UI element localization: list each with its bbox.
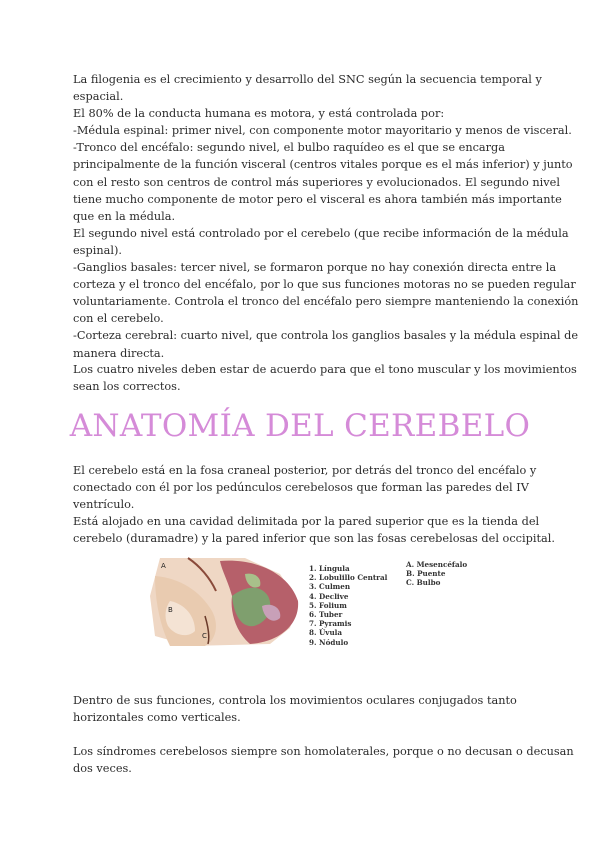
figure-label-a: A — [161, 562, 166, 570]
text-line: -Tronco del encéfalo: segundo nivel, el bulbo raquídeo es el que se encarga — [73, 141, 506, 155]
figure-label-c: C — [202, 632, 207, 640]
text-line: con el cerebelo. — [73, 312, 164, 326]
paragraph-cerebelo — [73, 462, 555, 547]
text-line: con el resto son centros de control más superiores y evolucionados. El segundo nivel — [73, 175, 560, 189]
text-line: Los síndromes cerebelosos siempre son homolaterales, porque o no decusan o decusan — [73, 745, 574, 758]
text-line: horizontales como verticales. — [73, 711, 241, 725]
legend-item: 1. Língula — [309, 564, 350, 573]
text-line: El 80% de la conducta humana es motora, y está controlada por: — [73, 107, 445, 121]
legend-item: 9. Nódulo — [309, 637, 349, 647]
text-line: -Corteza cerebral: cuarto nivel, que controla los ganglios basales y la médula espinal de — [73, 329, 579, 343]
text-line: espinal). — [73, 243, 122, 257]
text-line: corteza y el tronco del encéfalo, por lo que sus funciones motoras no se pueden regular — [73, 278, 576, 292]
text-line: La filogenia es el crecimiento y desarrollo del SNC según la secuencia temporal y — [73, 73, 542, 86]
legend-item: 2. Lobulillo Central — [309, 573, 388, 583]
figure-legend-numbers — [309, 564, 387, 647]
paragraph-niveles — [73, 361, 577, 395]
text-line: El segundo nivel está controlado por el cerebelo (que recibe información de la médula — [73, 226, 569, 240]
text-line: Los cuatro niveles deben estar de acuerdo para que el tono muscular y los movimientos — [73, 363, 577, 376]
paragraph-sindromes — [73, 743, 574, 777]
paragraph-funciones — [73, 692, 533, 726]
legend-item: 8. Úvula — [309, 628, 343, 638]
text-line: cerebelo (duramadre) y la pared inferior que son las fosas cerebelosas del occipital. — [73, 532, 555, 546]
text-line: El cerebelo está en la fosa craneal posterior, por detrás del tronco del encéfalo y — [73, 464, 537, 477]
text-line: manera directa. — [73, 346, 165, 360]
paragraph-filogenia — [73, 71, 579, 362]
text-line: dos veces. — [73, 762, 132, 776]
text-line: espacial. — [73, 90, 124, 104]
text-line: tiene mucho componente de motor pero el visceral es ahora también más importante — [73, 192, 562, 206]
legend-item: A. Mesencéfalo — [406, 560, 468, 569]
figure-legend-letters — [406, 560, 467, 588]
text-line: principalmente de la función visceral (centros vitales porque es el más inferior) y junto — [73, 158, 573, 172]
legend-item: B. Puente — [406, 569, 446, 579]
text-line: conectado con él por los pedúnculos cerebelosos que forman las paredes del IV — [73, 481, 529, 495]
section-heading: ANATOMÍA DEL CEREBELO — [69, 408, 531, 444]
legend-item: 7. Pyramis — [309, 619, 352, 629]
legend-item: 4. Declive — [309, 591, 349, 601]
text-line: Está alojado en una cavidad delimitada por la pared superior que es la tienda del — [73, 515, 540, 529]
text-line: voluntariamente. Controla el tronco del encéfalo pero siempre manteniendo la conexión — [73, 295, 579, 309]
legend-item: 6. Tuber — [309, 610, 343, 620]
text-line: -Ganglios basales: tercer nivel, se formaron porque no hay conexión directa entre la — [73, 261, 557, 275]
legend-item: 3. Culmen — [309, 582, 351, 592]
legend-item: 5. Folium — [309, 600, 347, 610]
text-line: que en la médula. — [73, 209, 176, 223]
text-line: ventrículo. — [73, 498, 135, 512]
text-line: Dentro de sus funciones, controla los movimientos oculares conjugados tanto — [73, 694, 517, 707]
legend-item: C. Bulbo — [406, 578, 441, 588]
text-line: sean los correctos. — [73, 380, 181, 394]
figure-label-b: B — [168, 606, 173, 614]
text-line: -Médula espinal: primer nivel, con componente motor mayoritario y menos de visceral. — [73, 124, 572, 138]
